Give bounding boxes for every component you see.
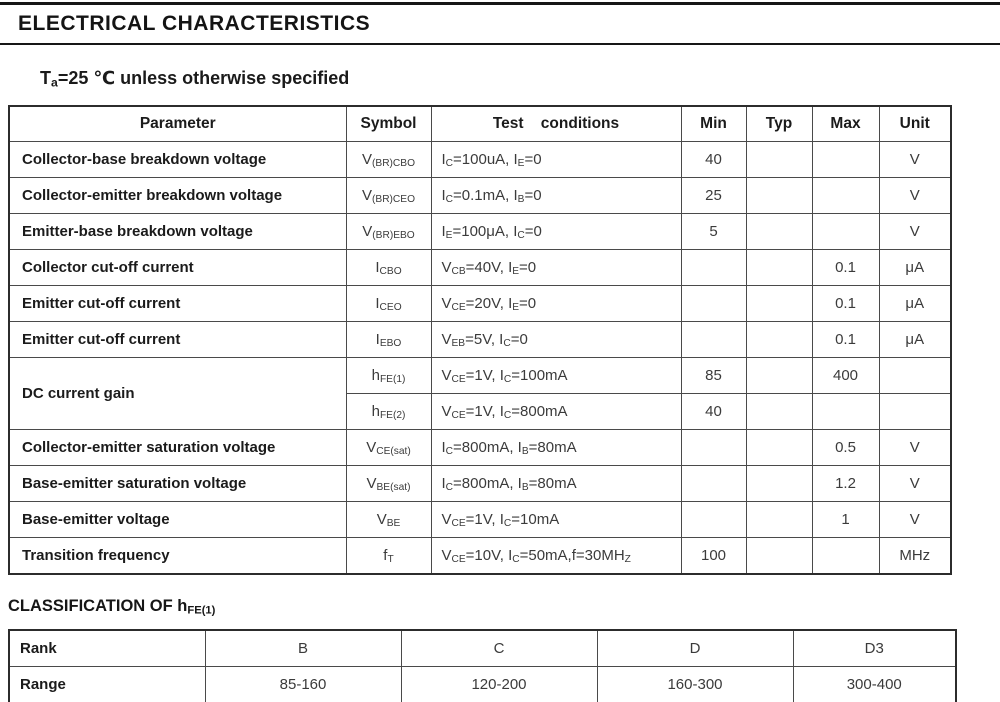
conditions-cell: $I_C=100uA$, $I_E=0$ (431, 142, 681, 178)
table-row (9, 502, 951, 538)
symbol-cell: $I_{CEO}$ (346, 286, 431, 322)
min-cell: 25 (681, 178, 746, 214)
column-header-symbol: Symbol (346, 106, 431, 142)
table-row (9, 322, 951, 358)
column-header-unit: Unit (879, 106, 951, 142)
value-cell: 120-200 (401, 667, 597, 702)
unit-cell: μA (879, 322, 951, 358)
symbol-cell: $V_{CE(sat)}$ (346, 430, 431, 466)
value-cell: 85-160 (205, 667, 401, 702)
table-row (9, 286, 951, 322)
min-cell: 40 (681, 142, 746, 178)
table-row (9, 178, 951, 214)
unit-cell: μA (879, 250, 951, 286)
max-cell (812, 394, 879, 430)
min-cell: 100 (681, 538, 746, 575)
table-row (9, 358, 951, 394)
max-cell: 400 (812, 358, 879, 394)
column-header-min: Min (681, 106, 746, 142)
parameter-cell: Emitter cut-off current (9, 286, 346, 322)
symbol-cell: $V_{BE(sat)}$ (346, 466, 431, 502)
conditions-cell: $V_{CE}=1V$, $I_C=800mA$ (431, 394, 681, 430)
max-cell: 1 (812, 502, 879, 538)
parameter-cell: DC current gain (9, 358, 346, 430)
classification-table (8, 629, 957, 702)
table-row (9, 466, 951, 502)
value-cell: D3 (793, 630, 956, 667)
electrical-table-head (9, 106, 951, 142)
title-underline (0, 43, 1000, 45)
max-cell (812, 538, 879, 575)
value-cell: C (401, 630, 597, 667)
symbol-cell: $f_T$ (346, 538, 431, 575)
typ-cell (746, 142, 812, 178)
max-cell (812, 214, 879, 250)
table-row (9, 250, 951, 286)
column-header-parameter: Parameter (9, 106, 346, 142)
electrical-table-body (9, 142, 951, 575)
max-cell: 0.5 (812, 430, 879, 466)
symbol-cell: $h_{FE(1)}$ (346, 358, 431, 394)
typ-cell (746, 358, 812, 394)
max-cell: 0.1 (812, 322, 879, 358)
unit-cell: V (879, 178, 951, 214)
min-cell (681, 286, 746, 322)
table-row (9, 214, 951, 250)
symbol-cell: $V_{(BR)CEO}$ (346, 178, 431, 214)
min-cell (681, 250, 746, 286)
table-row (9, 142, 951, 178)
unit-cell: V (879, 466, 951, 502)
test-conditions-note: $T_a=25$ ℃ unless otherwise specified (40, 68, 350, 90)
max-cell (812, 178, 879, 214)
typ-cell (746, 250, 812, 286)
min-cell: 85 (681, 358, 746, 394)
parameter-cell: Collector-base breakdown voltage (9, 142, 346, 178)
column-header-max: Max (812, 106, 879, 142)
table-row (9, 430, 951, 466)
top-divider (0, 2, 1000, 5)
typ-cell (746, 502, 812, 538)
unit-cell: MHz (879, 538, 951, 575)
conditions-cell: $V_{EB}=5V$, $I_C=0$ (431, 322, 681, 358)
unit-cell: V (879, 214, 951, 250)
value-cell: 300-400 (793, 667, 956, 702)
value-cell: D (597, 630, 793, 667)
conditions-cell: $V_{CE}=20V$, $I_E=0$ (431, 286, 681, 322)
min-cell (681, 430, 746, 466)
parameter-cell: Transition frequency (9, 538, 346, 575)
typ-cell (746, 178, 812, 214)
parameter-cell: Collector cut-off current (9, 250, 346, 286)
typ-cell (746, 214, 812, 250)
unit-cell: V (879, 430, 951, 466)
unit-cell: V (879, 142, 951, 178)
electrical-characteristics-table (8, 105, 952, 575)
min-cell (681, 322, 746, 358)
row-label-cell: Range (9, 667, 205, 702)
symbol-cell: $I_{CBO}$ (346, 250, 431, 286)
min-cell: 40 (681, 394, 746, 430)
value-cell: B (205, 630, 401, 667)
min-cell (681, 466, 746, 502)
row-label-cell: Rank (9, 630, 205, 667)
unit-cell (879, 358, 951, 394)
parameter-cell: Emitter-base breakdown voltage (9, 214, 346, 250)
min-cell: 5 (681, 214, 746, 250)
parameter-cell: Collector-emitter saturation voltage (9, 430, 346, 466)
parameter-cell: Base-emitter voltage (9, 502, 346, 538)
max-cell: 1.2 (812, 466, 879, 502)
conditions-cell: $V_{CE}=1V$, $I_C=10mA$ (431, 502, 681, 538)
typ-cell (746, 322, 812, 358)
classification-table-body (9, 630, 956, 702)
classification-heading: CLASSIFICATION OF $h_{FE(1)}$ (8, 597, 216, 617)
unit-cell: μA (879, 286, 951, 322)
conditions-cell: $I_C=800mA$, $I_B=80mA$ (431, 466, 681, 502)
typ-cell (746, 430, 812, 466)
symbol-cell: $h_{FE(2)}$ (346, 394, 431, 430)
max-cell: 0.1 (812, 286, 879, 322)
conditions-cell: $V_{CB}=40V$, $I_E=0$ (431, 250, 681, 286)
column-header-typ: Typ (746, 106, 812, 142)
unit-cell: V (879, 502, 951, 538)
conditions-cell: $I_E=100\mu A$, $I_C=0$ (431, 214, 681, 250)
min-cell (681, 502, 746, 538)
parameter-cell: Emitter cut-off current (9, 322, 346, 358)
symbol-cell: $V_{(BR)EBO}$ (346, 214, 431, 250)
max-cell: 0.1 (812, 250, 879, 286)
typ-cell (746, 286, 812, 322)
value-cell: 160-300 (597, 667, 793, 702)
typ-cell (746, 394, 812, 430)
conditions-cell: $V_{CE}=1V$, $I_C=100mA$ (431, 358, 681, 394)
parameter-cell: Collector-emitter breakdown voltage (9, 178, 346, 214)
classification-row-range (9, 667, 956, 702)
conditions-cell: $I_C=0.1mA$, $I_B=0$ (431, 178, 681, 214)
symbol-cell: $V_{BE}$ (346, 502, 431, 538)
symbol-cell: $I_{EBO}$ (346, 322, 431, 358)
conditions-cell: $V_{CE}=10V$, $I_C=50mA,f=30MH_Z$ (431, 538, 681, 575)
column-header-test-conditions: Test conditions (431, 106, 681, 142)
page-title: ELECTRICAL CHARACTERISTICS (18, 12, 371, 35)
typ-cell (746, 538, 812, 575)
table-row (9, 538, 951, 575)
conditions-cell: $I_C=800mA$, $I_B=80mA$ (431, 430, 681, 466)
unit-cell (879, 394, 951, 430)
typ-cell (746, 466, 812, 502)
parameter-cell: Base-emitter saturation voltage (9, 466, 346, 502)
electrical-header-row (9, 106, 951, 142)
classification-row-rank (9, 630, 956, 667)
symbol-cell: $V_{(BR)CBO}$ (346, 142, 431, 178)
max-cell (812, 142, 879, 178)
